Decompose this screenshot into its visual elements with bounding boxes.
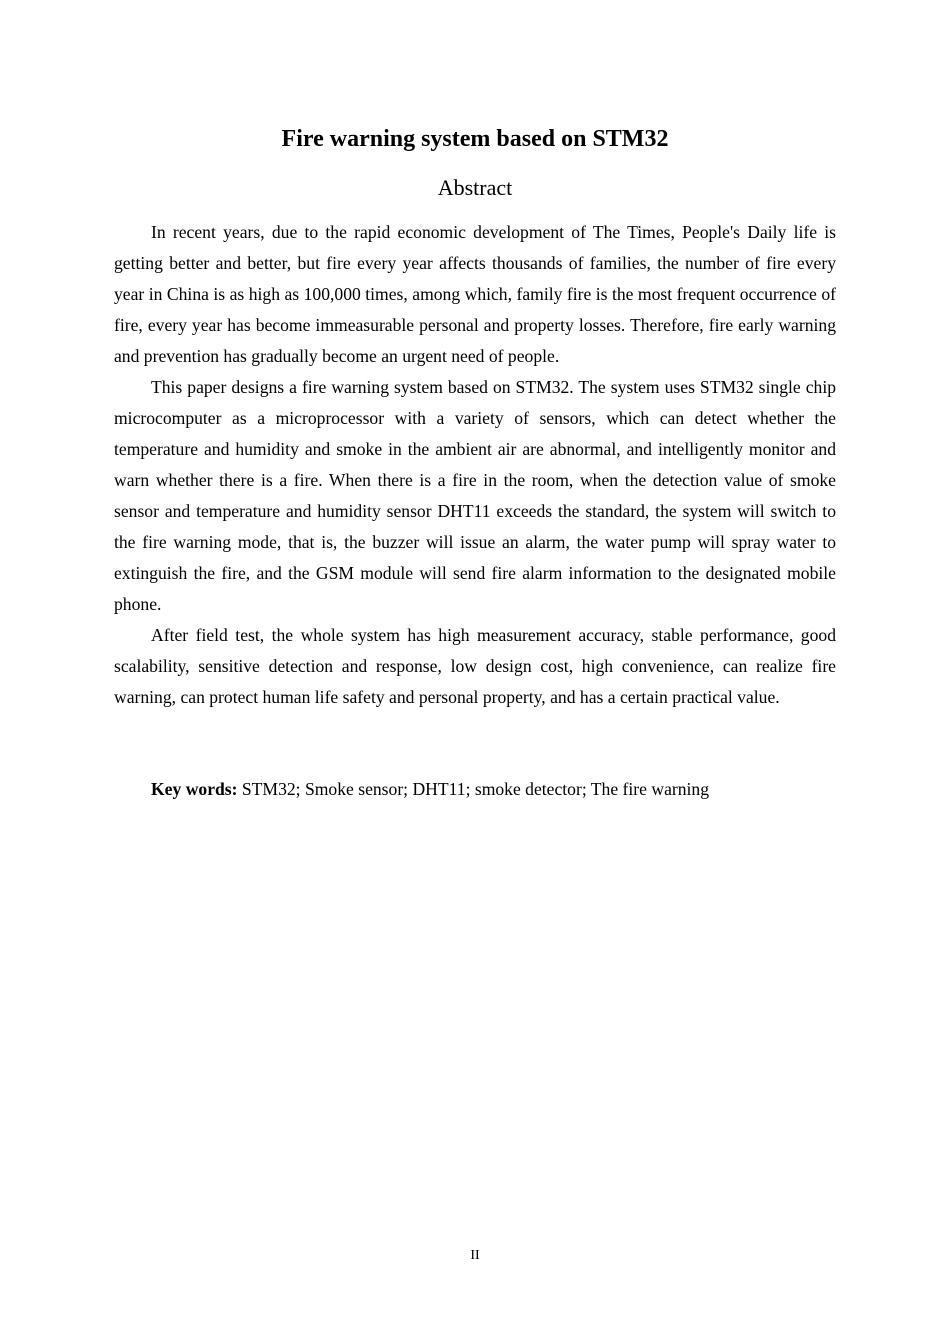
keywords-text: STM32; Smoke sensor; DHT11; smoke detector; The fire warning	[237, 779, 710, 799]
page-number: II	[470, 1248, 480, 1263]
keywords-label: Key words:	[151, 779, 238, 799]
abstract-body	[114, 217, 836, 713]
abstract-heading: Abstract	[437, 175, 513, 200]
abstract-paragraph: In recent years, due to the rapid economic development of The Times, People's Daily life is getting better and better, but fire every year affects thousands of families, the number of fire every year in China is as high as 100,000 times, among which, family fire is the most frequent occurrence of fire, every year has become immeasurable personal and property losses. Therefore, fire early warning and prevention has gradually become an urgent need of people.	[114, 222, 836, 366]
document-title: Fire warning system based on STM32	[281, 126, 669, 152]
abstract-paragraph: This paper designs a fire warning system based on STM32. The system uses STM32 single chip microcomputer as a microprocessor with a variety of sensors, which can detect whether the temperature and humidity and smoke in the ambient air are abnormal, and intelligently monitor and warn whether there is a fire. When there is a fire in the room, when the detection value of smoke sensor and temperature and humidity sensor DHT11 exceeds the standard, the system will switch to the fire warning mode, that is, the buzzer will issue an alarm, the water pump will spray water to extinguish the fire, and the GSM module will send fire alarm information to the designated mobile phone.	[114, 377, 836, 614]
abstract-paragraph: After field test, the whole system has high measurement accuracy, stable performance, good scalability, sensitive detection and response, low design cost, high convenience, can realize fire warning, can protect human life safety and personal property, and has a certain practical value.	[114, 625, 836, 707]
keywords-line	[151, 774, 841, 805]
